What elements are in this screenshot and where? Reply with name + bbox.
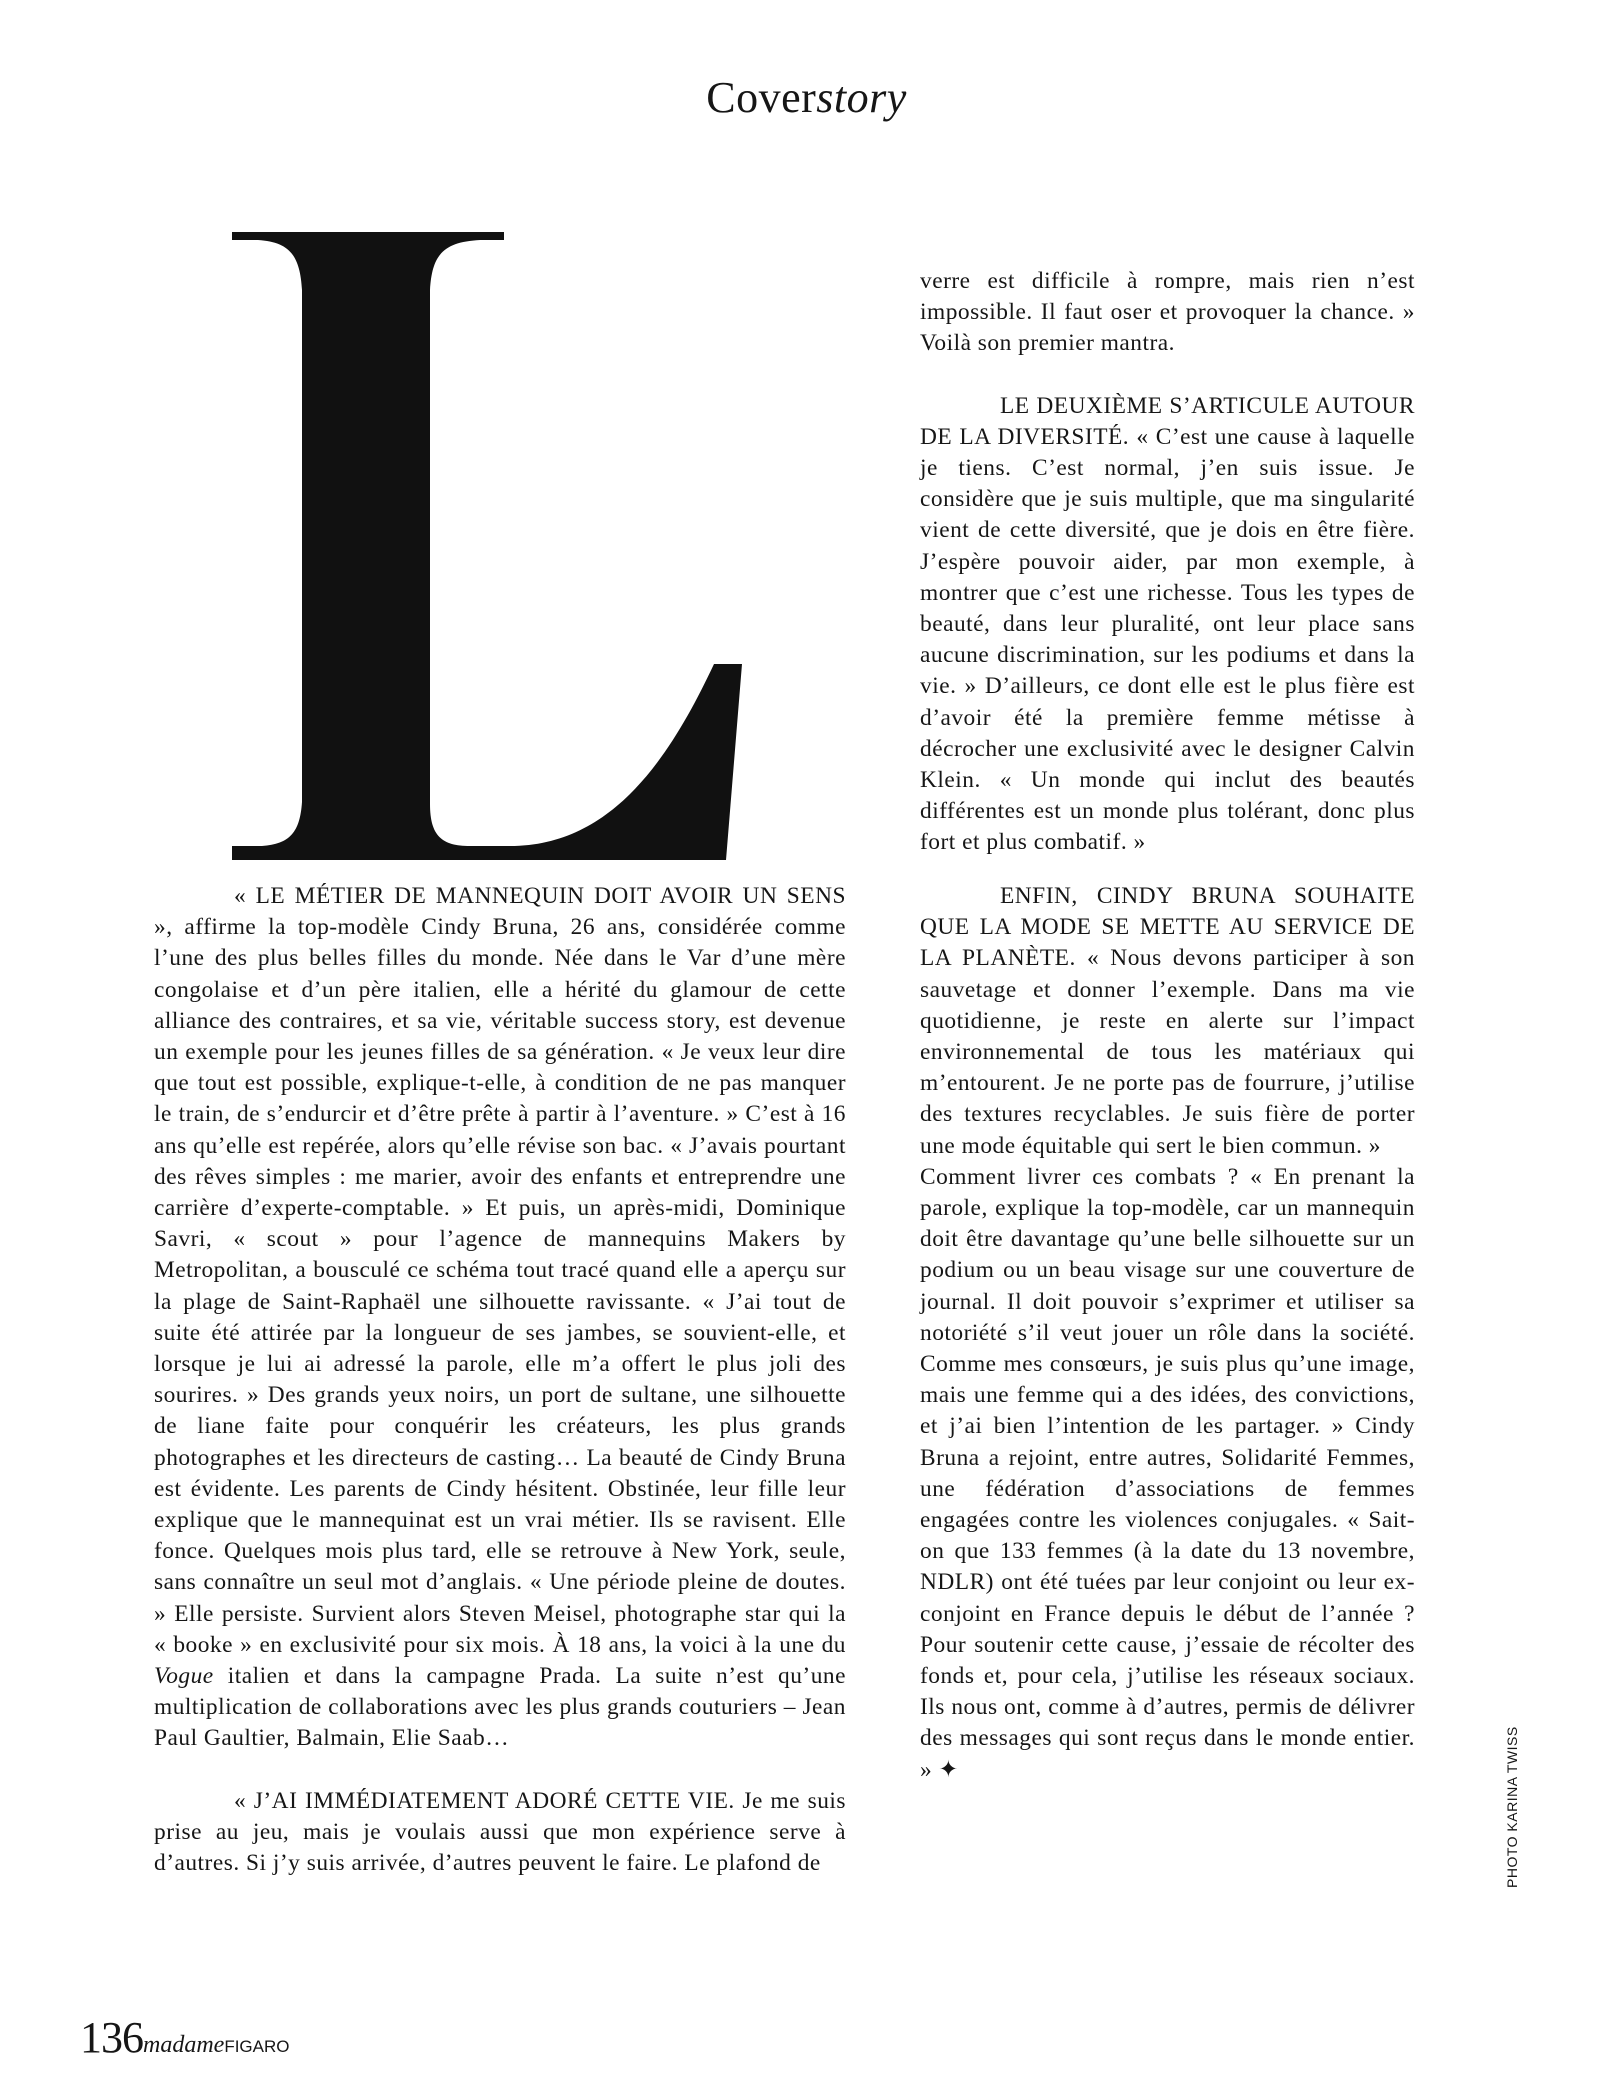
paragraph-text: italien et dans la campagne Prada. La suite n’est qu’une multiplication de collaborations avec les plus grands couturiers – Jean Paul Gaultier, Balmain, Elie Saab… bbox=[154, 1663, 846, 1752]
magazine-logo-figaro: FIGARO bbox=[224, 2037, 290, 2056]
photo-credit: PHOTO KARINA TWISS bbox=[1504, 1726, 1520, 1888]
article-column-right-bottom bbox=[920, 881, 1415, 1786]
magazine-title: Vogue bbox=[154, 1663, 214, 1690]
paragraph: Comment livrer ces combats ? « En prenant la parole, explique la top-modèle, car un mannequin doit être davantage qu’une belle silhouette sur un podium ou un beau visage sur une couverture de journal. Il doit pouvoir s’exprimer et utiliser sa notoriété s’il veut jouer un rôle dans la société. Comme mes consœurs, je suis plus qu’une image, mais une femme qui a des idées, des convictions, et j’ai bien l’intention de les partager. » Cindy Bruna a rejoint, entre autres, Solidarité Femmes, une fédération d’associations de femmes engagées contre les violences conjugales. « Sait-on que 133 femmes (à la date du 13 novembre, NDLR) ont été tuées par leur conjoint ou leur ex-conjoint en France depuis le début de l’année ? Pour soutenir cette cause, j’essaie de récolter des fonds et, pour cela, j’utilise les réseaux sociaux. Ils nous ont, comme à d’autres, permis de délivrer des messages qui sont reçus dans le monde entier. » ✦ bbox=[920, 1163, 1415, 1783]
paragraph: ENFIN, CINDY BRUNA SOUHAITE QUE LA MODE SE METTE AU SERVICE DE LA PLANÈTE. « Nous devons participer à son sauvetage et donner l’exemple. Dans ma vie quotidienne, je reste en alerte sur l’impact environnemental de tous les matériaux qui m’entourent. Je ne porte pas de fourrure, j’utilise des textures recyclables. Je suis fière de porter une mode équitable qui sert le bien commun. » bbox=[920, 883, 1415, 1159]
article-column-right-top bbox=[920, 266, 1415, 859]
paragraph: « J’AI IMMÉDIATEMENT ADORÉ CETTE VIE. Je me suis prise au jeu, mais je voulais aussi que mon expérience serve à d’autres. Si j’y suis arrivée, d’autres peuvent le faire. Le plafond de bbox=[154, 1787, 846, 1877]
section-header-story: story bbox=[816, 73, 907, 122]
paragraph: LE DEUXIÈME S’ARTICULE AUTOUR DE LA DIVERSITÉ. « C’est une cause à laquelle je tiens. C’est normal, j’en suis issue. Je considère que je suis multiple, que ma singularité vient de cette diversité, que je dois en être fière. J’espère pouvoir aider, par mon exemple, à montrer que c’est une richesse. Tous les types de beauté, dans leur pluralité, ont leur place sans aucune discrimination, sur les podiums et dans la vie. » D’ailleurs, ce dont elle est le plus fière est d’avoir été la première femme métisse à décrocher une exclusivité avec le designer Calvin Klein. « Un monde qui inclut des beautés différentes est un monde plus tolérant, donc plus fort et plus combatif. » bbox=[920, 392, 1415, 856]
paragraph-text: « LE MÉTIER DE MANNEQUIN DOIT AVOIR UN SENS », affirme la top-modèle Cindy Bruna, 26 ans, considérée comme l’une des plus belles filles du monde. Née dans le Var d’une mère congolaise et d’un père italien, elle a hérité du glamour de cette alliance des contraires, et sa vie, véritable success story, est devenue un exemple pour les jeunes filles de sa génération. « Je veux leur dire que tout est possible, explique-t-elle, à condition de ne pas manquer le train, de s’endurcir et d’être prête à partir à l’aventure. » C’est à 16 ans qu’elle est repérée, alors qu’elle révise son bac. « J’avais pourtant des rêves simples : me marier, avoir des enfants et entreprendre une carrière d’experte-comptable. » Et puis, un après-midi, Dominique Savri, « scout » pour l’agence de mannequins Makers by Metropolitan, a bousculé ce schéma tout tracé quand elle a aperçu sur la plage de Saint-Raphaël une silhouette ravissante. « J’ai tout de suite été attirée par la longueur de ses jambes, se souvient-elle, et lorsque je lui ai adressé la parole, elle m’a offert le plus joli des sourires. » Des grands yeux noirs, un port de sultane, une silhouette de liane faite pour conquérir les créateurs, les plus grands photographes et les directeurs de casting… La beauté de Cindy Bruna est évidente. Les parents de Cindy hésitent. Obstinée, leur fille leur explique que le mannequinat est un vrai métier. Ils se ravisent. Elle fonce. Quelques mois plus tard, elle se retrouve à New York, seule, sans connaître un seul mot d’anglais. « Une période pleine de doutes. » Elle persiste. Survient alors Steven Meisel, photographe star qui la « booke » en exclusivité pour six mois. À 18 ans, la voici à la une du bbox=[154, 883, 846, 1658]
magazine-logo-madame: madame bbox=[143, 2032, 225, 2058]
section-header bbox=[0, 72, 1613, 123]
page-number: 136 bbox=[80, 2013, 143, 2062]
paragraph: verre est difficile à rompre, mais rien n’est impossible. Il faut oser et provoquer la chance. » Voilà son premier mantra. bbox=[920, 268, 1415, 357]
drop-cap-letter bbox=[232, 232, 742, 860]
page-footer bbox=[80, 2012, 290, 2063]
article-column-left bbox=[154, 881, 846, 1879]
paragraph bbox=[154, 881, 846, 1755]
section-header-cover: Cover bbox=[706, 73, 817, 122]
